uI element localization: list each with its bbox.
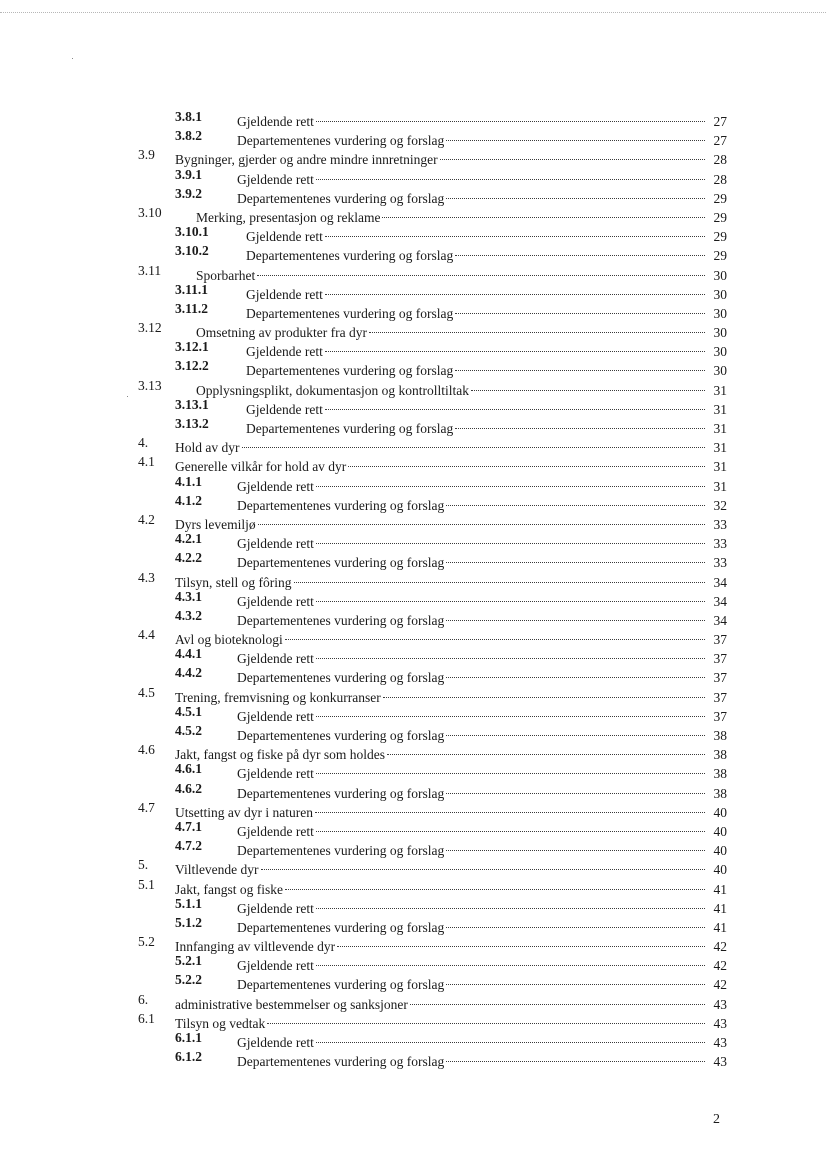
dot-leader xyxy=(316,951,705,970)
toc-entry-number: 4.5.2 xyxy=(175,723,202,738)
dot-leader xyxy=(446,184,705,203)
dot-leader xyxy=(446,606,705,625)
toc-entry-title: Departementenes vurdering og forslag xyxy=(237,843,445,859)
toc-entry-title: Bygninger, gjerder og andre mindre innretninger xyxy=(175,152,438,168)
toc-entry xyxy=(0,644,826,667)
toc-entry-number: 3.13 xyxy=(138,377,162,393)
toc-entry xyxy=(0,452,826,475)
toc-entry-number: 4.3.1 xyxy=(175,588,202,604)
toc-entry xyxy=(0,472,826,494)
toc-entry xyxy=(0,568,826,590)
toc-entry-page: 42 xyxy=(713,958,727,974)
toc-entry-page: 31 xyxy=(713,459,727,475)
toc-entry-title: Opplysningsplikt, dokumentasjon og kontrolltiltak xyxy=(196,382,469,398)
toc-entry-title: Omsetning av produkter fra dyr xyxy=(196,325,367,341)
toc-entry xyxy=(0,318,826,341)
toc-entry xyxy=(0,913,826,935)
toc-entry xyxy=(0,395,826,417)
toc-entry-page: 29 xyxy=(713,248,727,264)
dot-leader xyxy=(285,625,705,644)
toc-entry-page: 31 xyxy=(713,478,727,494)
toc-entry xyxy=(0,855,826,878)
toc-entry-number: 4.4.1 xyxy=(175,646,202,662)
toc-entry-page: 37 xyxy=(713,670,727,686)
toc-entry-number: 3.9 xyxy=(138,147,155,163)
toc-entry-page: 29 xyxy=(713,229,727,245)
toc-entry xyxy=(0,817,826,839)
toc-entry-page: 30 xyxy=(713,325,727,341)
toc-entry-number: 5.1.1 xyxy=(175,895,202,911)
dot-leader xyxy=(471,376,705,395)
toc-entry xyxy=(0,683,826,705)
toc-entry-page: 30 xyxy=(713,286,727,302)
toc-entry-title: Departementenes vurdering og forslag xyxy=(246,248,454,264)
toc-entry-title: Innfanging av viltlevende dyr xyxy=(175,939,336,955)
toc-entry-page: 30 xyxy=(713,267,727,283)
toc-entry-title: Departementenes vurdering og forslag xyxy=(237,133,445,149)
toc-entry xyxy=(0,798,826,820)
scan-speck xyxy=(72,58,73,59)
toc-entry-number: 3.10 xyxy=(138,204,162,220)
dot-leader xyxy=(258,510,705,529)
toc-entry-page: 30 xyxy=(713,344,727,360)
dot-leader xyxy=(446,663,705,682)
toc-entry-title: Departementenes vurdering og forslag xyxy=(246,305,454,321)
toc-entry-title: Departementenes vurdering og forslag xyxy=(246,421,454,436)
toc-entry-title: Departementenes vurdering og forslag xyxy=(246,363,454,379)
toc-entry-page: 27 xyxy=(713,114,727,129)
toc-entry-number: 3.8.2 xyxy=(175,128,202,144)
table-of-contents xyxy=(0,107,826,1070)
dot-leader xyxy=(446,491,705,510)
toc-entry-title: Merking, presentasjon og reklame xyxy=(196,209,381,225)
toc-entry-page: 40 xyxy=(713,823,727,839)
toc-entry-page: 30 xyxy=(713,363,727,379)
toc-entry-number: 4.1 xyxy=(138,454,155,470)
toc-entry-number: 5.2.1 xyxy=(175,953,202,969)
toc-entry-title: Generelle vilkår for hold av dyr xyxy=(175,459,347,475)
toc-entry-number: 4.2 xyxy=(138,511,155,527)
toc-entry xyxy=(0,280,826,302)
toc-entry xyxy=(0,241,826,264)
toc-entry xyxy=(0,606,826,628)
toc-entry-title: Dyrs levemiljø xyxy=(175,516,256,532)
toc-entry-page: 43 xyxy=(713,996,727,1012)
toc-entry xyxy=(0,1009,826,1031)
toc-entry xyxy=(0,702,826,724)
toc-entry-number: 4.1.1 xyxy=(175,473,202,489)
page-number: 2 xyxy=(713,1112,720,1127)
toc-entry xyxy=(0,107,826,129)
toc-entry xyxy=(0,529,826,552)
toc-entry-title: Gjeldende rett xyxy=(246,286,323,302)
dot-leader xyxy=(325,222,705,241)
toc-entry-title: Departementenes vurdering og forslag xyxy=(237,919,445,935)
toc-entry xyxy=(0,1047,826,1070)
toc-entry-title: Departementenes vurdering og forslag xyxy=(237,670,445,686)
toc-entry-page: 33 xyxy=(713,536,727,552)
toc-entry xyxy=(0,184,826,206)
toc-entry-title: Gjeldende rett xyxy=(246,401,323,417)
toc-entry-page: 41 xyxy=(713,900,727,916)
toc-entry-number: 5. xyxy=(138,857,149,873)
toc-entry xyxy=(0,875,826,897)
toc-entry-page: 42 xyxy=(713,939,727,955)
toc-entry-title: Departementenes vurdering og forslag xyxy=(237,190,445,206)
toc-entry-number: 6.1 xyxy=(138,1010,155,1026)
toc-entry-page: 28 xyxy=(713,171,727,187)
toc-entry xyxy=(0,990,826,1012)
dot-leader xyxy=(316,759,705,778)
dot-leader xyxy=(446,779,705,798)
dot-leader xyxy=(446,548,705,567)
toc-entry-number: 3.12.2 xyxy=(175,358,209,374)
toc-entry-number: 4.3.2 xyxy=(175,607,202,623)
toc-entry xyxy=(0,165,826,187)
toc-entry xyxy=(0,203,826,225)
toc-entry xyxy=(0,145,826,168)
scan-top-edge xyxy=(0,12,826,16)
toc-entry xyxy=(0,491,826,513)
toc-entry xyxy=(0,779,826,801)
toc-entry xyxy=(0,299,826,321)
toc-entry-page: 43 xyxy=(713,1054,727,1070)
toc-entry-page: 34 xyxy=(713,574,727,590)
dot-leader xyxy=(325,337,705,356)
toc-entry-title: Gjeldende rett xyxy=(237,900,314,916)
toc-entry-title: Departementenes vurdering og forslag xyxy=(237,1054,445,1070)
toc-entry-number: 4.6.2 xyxy=(175,780,202,796)
toc-entry-page: 38 xyxy=(713,785,727,801)
toc-entry-title: Tilsyn og vedtak xyxy=(175,1015,266,1031)
toc-entry-number: 4.1.2 xyxy=(175,492,202,508)
toc-entry-page: 41 xyxy=(713,919,727,935)
toc-entry xyxy=(0,1028,826,1050)
dot-leader xyxy=(446,970,705,989)
dot-leader xyxy=(316,587,705,606)
toc-entry-number: 6. xyxy=(138,991,149,1007)
toc-entry xyxy=(0,337,826,360)
toc-entry-title: administrative bestemmelser og sanksjoner xyxy=(175,996,408,1012)
toc-entry-title: Gjeldende rett xyxy=(237,823,314,839)
toc-entry-title: Trening, fremvisning og konkurranser xyxy=(175,689,381,705)
toc-entry-page: 34 xyxy=(713,593,727,609)
dot-leader xyxy=(261,855,705,874)
toc-entry-page: 31 xyxy=(713,440,727,456)
toc-entry-page: 37 xyxy=(713,689,727,705)
toc-entry xyxy=(0,356,826,379)
toc-entry-title: Viltlevende dyr xyxy=(175,862,259,878)
toc-entry-page: 38 xyxy=(713,728,727,743)
toc-entry-number: 4.6.1 xyxy=(175,761,202,777)
toc-entry-page: 40 xyxy=(713,843,727,859)
toc-entry-number: 4.4.2 xyxy=(175,665,202,681)
dot-leader xyxy=(446,913,705,932)
dot-leader xyxy=(455,414,705,433)
toc-entry-page: 31 xyxy=(713,421,727,436)
dot-leader xyxy=(316,644,705,663)
dot-leader xyxy=(325,395,705,414)
dot-leader xyxy=(316,894,705,913)
toc-entry-number: 6.1.1 xyxy=(175,1030,202,1045)
dot-leader xyxy=(455,241,705,260)
toc-entry-title: Hold av dyr xyxy=(175,440,240,456)
toc-entry-page: 33 xyxy=(713,555,727,571)
dot-leader xyxy=(446,836,705,855)
dot-leader xyxy=(387,740,705,759)
dot-leader xyxy=(410,990,705,1009)
toc-entry-number: 3.9.1 xyxy=(175,166,202,182)
toc-entry-page: 37 xyxy=(713,632,727,648)
toc-entry-number: 4. xyxy=(138,435,149,451)
toc-entry-page: 31 xyxy=(713,401,727,417)
toc-entry-title: Avl og bioteknologi xyxy=(175,632,283,648)
dot-leader xyxy=(455,299,705,318)
toc-entry xyxy=(0,222,826,245)
toc-entry-page: 30 xyxy=(713,305,727,321)
toc-entry-page: 37 xyxy=(713,651,727,667)
dot-leader xyxy=(316,165,705,184)
toc-entry-number: 3.8.1 xyxy=(175,109,202,124)
toc-entry-title: Utsetting av dyr i naturen xyxy=(175,804,313,820)
toc-entry xyxy=(0,433,826,456)
dot-leader xyxy=(455,356,705,375)
toc-entry-number: 3.12.1 xyxy=(175,339,209,355)
toc-entry-title: Gjeldende rett xyxy=(237,708,314,724)
dot-leader xyxy=(316,702,705,721)
toc-entry-number: 4.4 xyxy=(138,627,155,643)
dot-leader xyxy=(325,280,705,299)
toc-entry-number: 4.2.2 xyxy=(175,550,202,566)
toc-entry-number: 4.7.2 xyxy=(175,838,202,854)
toc-entry-title: Gjeldende rett xyxy=(237,114,314,129)
toc-entry-page: 34 xyxy=(713,612,727,628)
toc-entry xyxy=(0,951,826,974)
toc-entry-title: Departementenes vurdering og forslag xyxy=(237,497,445,513)
toc-entry-number: 4.7.1 xyxy=(175,818,202,834)
toc-entry-page: 43 xyxy=(713,1015,727,1031)
toc-entry-number: 3.11.1 xyxy=(175,281,209,297)
dot-leader xyxy=(242,433,706,452)
toc-entry-title: Gjeldende rett xyxy=(237,478,314,494)
toc-entry-number: 5.1 xyxy=(138,876,155,892)
toc-entry-page: 41 xyxy=(713,881,727,897)
toc-entry-title: Departementenes vurdering og forslag xyxy=(237,977,445,993)
toc-entry xyxy=(0,376,826,398)
dot-leader xyxy=(382,203,705,222)
toc-entry xyxy=(0,625,826,648)
toc-entry-page: 32 xyxy=(713,497,727,513)
toc-entry-page: 33 xyxy=(713,516,727,532)
dot-leader xyxy=(348,452,705,471)
toc-entry-number: 6.1.2 xyxy=(175,1049,202,1065)
toc-entry-number: 4.2.1 xyxy=(175,531,202,547)
toc-entry-number: 3.13.1 xyxy=(175,396,209,412)
dot-leader xyxy=(285,875,705,894)
toc-entry-title: Gjeldende rett xyxy=(237,171,314,187)
toc-entry-title: Departementenes vurdering og forslag xyxy=(237,612,445,628)
toc-entry xyxy=(0,261,826,283)
dot-leader xyxy=(316,472,705,491)
toc-entry-number: 5.2 xyxy=(138,934,155,950)
toc-entry-number: 5.1.2 xyxy=(175,914,202,930)
dot-leader xyxy=(294,568,705,587)
toc-entry-title: Sporbarhet xyxy=(196,267,256,283)
toc-entry-number: 3.9.2 xyxy=(175,185,202,201)
dot-leader xyxy=(316,529,705,548)
toc-entry-page: 43 xyxy=(713,1035,727,1050)
toc-entry xyxy=(0,587,826,609)
toc-entry-title: Gjeldende rett xyxy=(237,958,314,974)
toc-entry-page: 38 xyxy=(713,747,727,763)
dot-leader xyxy=(440,145,705,164)
toc-entry-number: 4.7 xyxy=(138,799,155,815)
toc-entry-title: Tilsyn, stell og fôring xyxy=(175,574,292,590)
toc-entry-page: 42 xyxy=(713,977,727,993)
toc-entry xyxy=(0,836,826,859)
toc-entry-page: 29 xyxy=(713,209,727,225)
toc-entry-page: 40 xyxy=(713,862,727,878)
dot-leader xyxy=(315,798,705,817)
dot-leader xyxy=(369,318,705,337)
dot-leader xyxy=(316,1028,705,1047)
toc-entry-number: 4.5 xyxy=(138,684,155,700)
toc-entry-title: Gjeldende rett xyxy=(237,536,314,552)
toc-entry xyxy=(0,548,826,571)
dot-leader xyxy=(267,1009,705,1028)
toc-entry-number: 4.6 xyxy=(138,742,155,758)
toc-entry-number: 3.11.2 xyxy=(175,300,209,316)
toc-entry-title: Departementenes vurdering og forslag xyxy=(237,728,445,743)
toc-entry-title: Departementenes vurdering og forslag xyxy=(237,785,445,801)
toc-entry-number: 3.12 xyxy=(138,320,162,336)
dot-leader xyxy=(337,932,705,951)
toc-entry xyxy=(0,932,826,955)
toc-entry-title: Jakt, fangst og fiske på dyr som holdes xyxy=(175,747,385,763)
toc-entry-title: Gjeldende rett xyxy=(237,766,314,782)
dot-leader xyxy=(446,721,705,740)
dot-leader xyxy=(383,683,705,702)
toc-entry-page: 29 xyxy=(713,190,727,206)
toc-entry-page: 28 xyxy=(713,152,727,168)
toc-entry-number: 4.5.1 xyxy=(175,703,202,719)
toc-entry-number: 4.3 xyxy=(138,569,155,585)
toc-entry-title: Gjeldende rett xyxy=(246,229,323,245)
toc-entry xyxy=(0,126,826,149)
toc-entry-title: Gjeldende rett xyxy=(237,593,314,609)
dot-leader xyxy=(446,126,705,145)
toc-entry-title: Gjeldende rett xyxy=(237,1035,314,1050)
toc-entry xyxy=(0,663,826,686)
toc-entry-number: 3.10.2 xyxy=(175,243,209,259)
dot-leader xyxy=(446,1047,705,1066)
toc-entry-title: Gjeldende rett xyxy=(237,651,314,667)
toc-entry-page: 40 xyxy=(713,804,727,820)
toc-entry-title: Jakt, fangst og fiske xyxy=(175,881,283,897)
toc-entry-page: 31 xyxy=(713,382,727,398)
toc-entry-number: 3.11 xyxy=(138,262,162,278)
toc-entry xyxy=(0,510,826,532)
toc-entry-title: Gjeldende rett xyxy=(246,344,323,360)
toc-entry xyxy=(0,740,826,763)
toc-entry xyxy=(0,721,826,743)
toc-entry xyxy=(0,894,826,916)
dot-leader xyxy=(316,107,705,126)
toc-entry-page: 37 xyxy=(713,708,727,724)
toc-entry-page: 27 xyxy=(713,133,727,149)
toc-entry-number: 3.13.2 xyxy=(175,416,209,431)
toc-entry-number: 5.2.2 xyxy=(175,972,202,988)
toc-entry-page: 38 xyxy=(713,766,727,782)
toc-entry-title: Departementenes vurdering og forslag xyxy=(237,555,445,571)
dot-leader xyxy=(257,261,705,280)
toc-entry xyxy=(0,970,826,993)
toc-entry-number: 3.10.1 xyxy=(175,224,209,240)
toc-entry xyxy=(0,759,826,782)
dot-leader xyxy=(316,817,705,836)
toc-entry xyxy=(0,414,826,436)
